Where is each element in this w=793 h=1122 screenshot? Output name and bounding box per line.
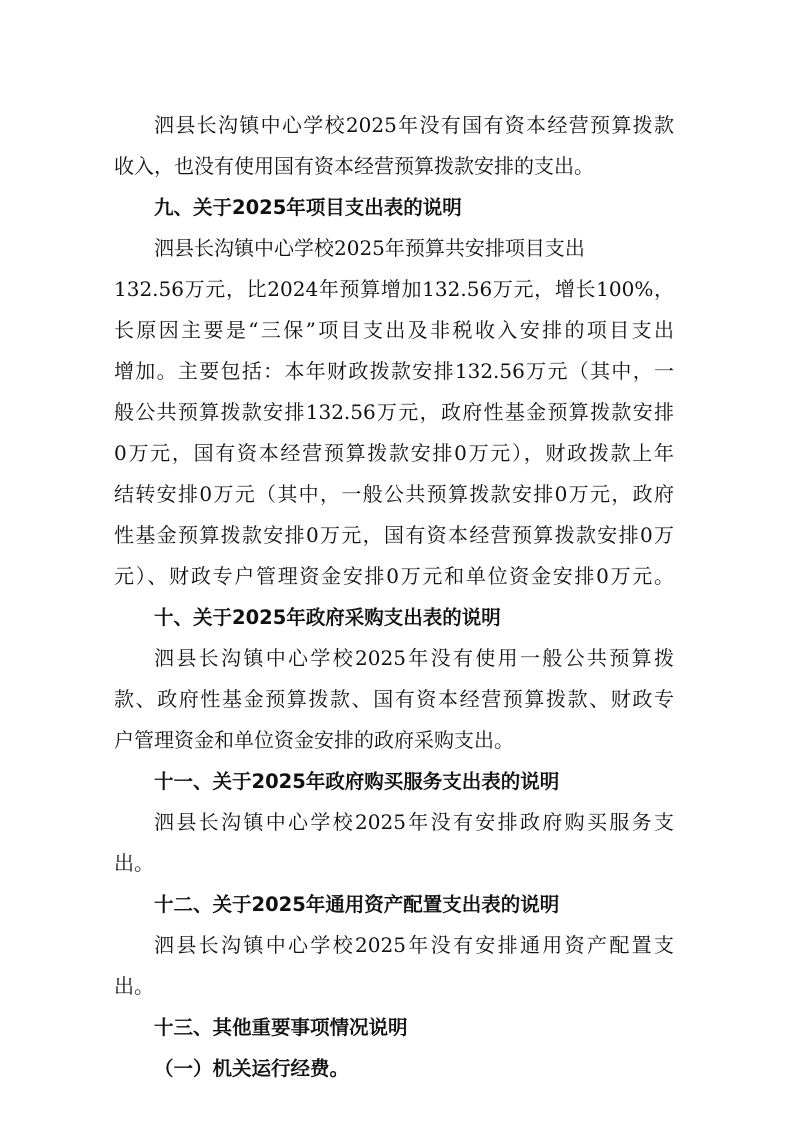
section-heading-13: 十三、其他重要事项情况说明 <box>154 1016 408 1039</box>
paragraph-line: 收入，也没有使用国有资本经营预算拨款安排的支出。 <box>114 154 594 178</box>
paragraph-line: 般公共预算拨款安排132.56万元，政府性基金预算拨款安排 <box>114 400 674 424</box>
paragraph-line: 增加。主要包括：本年财政拨款安排132.56万元（其中，一 <box>114 359 674 383</box>
document-body <box>114 105 674 1089</box>
paragraph-line: 0万元，国有资本经营预算拨款安排0万元），财政拨款上年 <box>114 441 674 465</box>
paragraph-line: 元）、财政专户管理资金安排0万元和单位资金安排0万元。 <box>114 564 674 588</box>
paragraph-line: 泗县长沟镇中心学校2025年没有安排政府购买服务支 <box>154 810 674 834</box>
section-heading-9: 九、关于2025年项目支出表的说明 <box>154 196 462 219</box>
paragraph-line: 出。 <box>114 974 154 998</box>
paragraph-line: 泗县长沟镇中心学校2025年预算共安排项目支出 <box>154 236 585 260</box>
paragraph-line: 款、政府性基金预算拨款、国有资本经营预算拨款、财政专 <box>114 687 674 711</box>
section-heading-11: 十一、关于2025年政府购买服务支出表的说明 <box>154 770 560 793</box>
paragraph-line: 性基金预算拨款安排0万元，国有资本经营预算拨款安排0万 <box>114 523 674 547</box>
section-heading-10: 十、关于2025年政府采购支出表的说明 <box>154 606 501 629</box>
paragraph-line: 出。 <box>114 851 154 875</box>
sub-heading-1: （一）机关运行经费。 <box>154 1057 350 1080</box>
paragraph-line: 长原因主要是“三保”项目支出及非税收入安排的项目支出 <box>114 318 674 342</box>
paragraph-line: 132.56万元，比2024年预算增加132.56万元，增长100%， <box>114 277 674 301</box>
section-heading-12: 十二、关于2025年通用资产配置支出表的说明 <box>154 893 560 916</box>
paragraph-line: 户管理资金和单位资金安排的政府采购支出。 <box>114 728 514 752</box>
paragraph-line: 结转安排0万元（其中，一般公共预算拨款安排0万元，政府 <box>114 482 674 506</box>
paragraph-line: 泗县长沟镇中心学校2025年没有国有资本经营预算拨款 <box>154 113 674 137</box>
paragraph-line: 泗县长沟镇中心学校2025年没有使用一般公共预算拨 <box>154 646 674 670</box>
paragraph-line: 泗县长沟镇中心学校2025年没有安排通用资产配置支 <box>154 933 674 957</box>
